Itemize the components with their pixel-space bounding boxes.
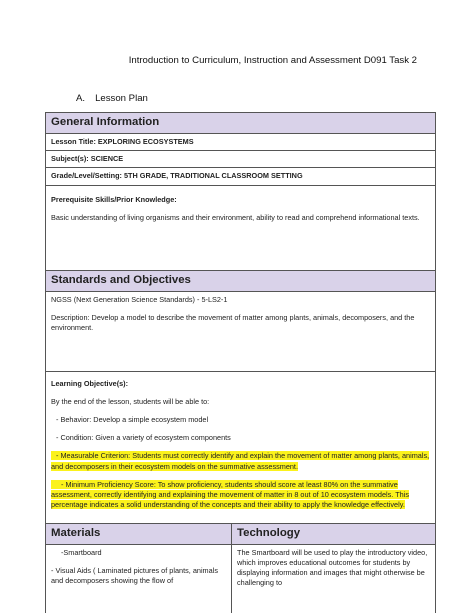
lesson-title: Lesson Title: EXPLORING ECOSYSTEMS [46,134,436,151]
objective-proficiency: - Minimum Proficiency Score: To show proficiency, students should score at least 80% on the summative assessment, correctly identifying and explaining the movement of matter in 8 out of 10 ecosystem models. This percentage indicates a solid understanding of the concepts and their ability to apply the knowledge effectively. [51,479,409,510]
objectives-cell [46,371,436,523]
running-header: Introduction to Curriculum, Instruction and Assessment D091 Task 2 [128,55,417,66]
prerequisite-label: Prerequisite Skills/Prior Knowledge: [51,194,177,204]
materials-header: Materials [46,523,232,544]
objectives-intro: By the end of the lesson, students will be able to: [51,396,210,406]
prerequisite-cell [46,185,436,270]
material-item: -Smartboard [61,547,102,557]
materials-cell [46,544,232,613]
standards-cell [46,291,436,371]
section-title: Lesson Plan [95,93,148,104]
section-heading [76,93,158,104]
objectives-label: Learning Objective(s): [51,378,129,388]
objective-behavior: - Behavior: Develop a simple ecosystem model [56,415,209,425]
standards-objectives-header: Standards and Objectives [46,270,436,291]
technology-header: Technology [232,523,436,544]
general-information-header: General Information [46,113,436,134]
grade-level-setting: Grade/Level/Setting: 5TH GRADE, TRADITIONAL CLASSROOM SETTING [46,168,436,185]
ngss-standard: NGSS (Next Generation Science Standards) - 5-LS2-1 [51,294,228,304]
objective-criterion: - Measurable Criterion: Students must correctly identify and explain the movement of matter among plants, animals, and decomposers in their ecosystem models on the summative assessment. [51,451,430,471]
material-item: - Visual Aids ( Laminated pictures of plants, animals and decomposers showing the flow of [51,565,218,586]
subjects: Subject(s): SCIENCE [46,151,436,168]
objective-condition: - Condition: Given a variety of ecosystem components [56,433,231,443]
prerequisite-text: Basic understanding of living organisms and their environment, ability to read and comprehend informational texts. [51,212,420,222]
technology-text: The Smartboard will be used to play the introductory video, which improves educational outcomes for students by displaying information and images that might otherwise be challenging to [237,547,428,588]
standard-description: Description: Develop a model to describe the movement of matter among plants, animals, decomposers, and the environment. [51,312,415,333]
technology-cell [232,544,436,613]
section-letter: A. [76,93,86,104]
lesson-plan-table [45,112,436,613]
